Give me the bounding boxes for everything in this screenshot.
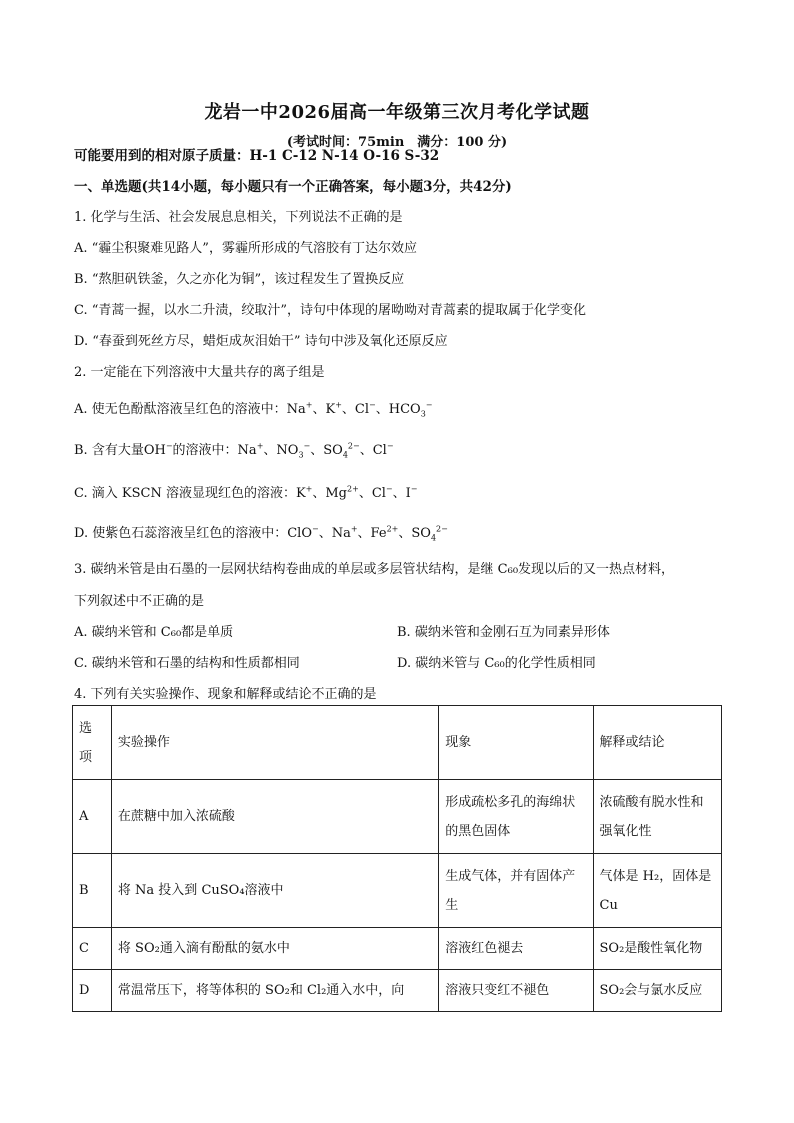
header-option: 选项 [73, 706, 112, 780]
q3-option-b: B. 碳纳米管和金刚石互为同素异形体 [397, 625, 610, 640]
table-row [73, 780, 722, 854]
table-row [73, 970, 722, 1012]
row-b-phenomenon: 生成气体，并有固体产生 [439, 854, 593, 928]
row-a-phenomenon: 形成疏松多孔的海绵状的黑色固体 [439, 780, 593, 854]
q2-option-a: A. 使无色酚酞溶液呈红色的溶液中：Na+、K+、Cl−、$HCO_3^-$ [74, 400, 433, 419]
table-row [73, 854, 722, 928]
atomic-masses: 可能要用到的相对原子质量：H-1 C-12 N-14 O-16 S-32 [74, 148, 440, 164]
row-a-option: A [73, 780, 112, 854]
row-c-phenomenon: 溶液红色褪去 [439, 928, 593, 970]
experiment-table [72, 705, 722, 1012]
row-c-operation: 将 SO₂通入滴有酚酞的氨水中 [111, 928, 438, 970]
header-conclusion: 解释或结论 [593, 706, 721, 780]
q1-option-c: C. “青蒿一握，以水二升渍，绞取汁”，诗句中体现的屠呦呦对青蒿素的提取属于化学变化 [74, 303, 587, 318]
exam-subtitle: (考试时间：75min 满分：100 分) [286, 135, 508, 150]
q2-option-c: C. 滴入 KSCN 溶液显现红色的溶液：K+、$Mg^{2+}$、Cl−、I− [74, 484, 418, 501]
row-b-option: B [73, 854, 112, 928]
q1-option-d: D. “春蚕到死丝方尽，蜡炬成灰泪始干” 诗句中涉及氧化还原反应 [74, 334, 448, 349]
q1-option-b: B. “熬胆矾铁釜，久之亦化为铜”，该过程发生了置换反应 [74, 272, 405, 287]
q3-option-a: A. 碳纳米管和 C₆₀都是单质 [74, 625, 234, 640]
q1-option-a: A. “霾尘积聚难见路人”，雾霾所形成的气溶胶有丁达尔效应 [74, 241, 417, 256]
row-d-conclusion: SO₂会与氯水反应 [593, 970, 721, 1012]
q1-stem: 1. 化学与生活、社会发展息息相关，下列说法不正确的是 [74, 210, 403, 225]
q3-stem-2: 下列叙述中不正确的是 [74, 594, 205, 609]
header-operation: 实验操作 [111, 706, 438, 780]
q2-option-b-mid: 的溶液中： [172, 443, 238, 458]
q2-option-b: B. 含有大量OH−的溶液中：Na+、$NO_3^-$、$SO_4^{2-}$、Cl− [74, 441, 394, 460]
q3-option-d: D. 碳纳米管与 C₆₀的化学性质相同 [397, 656, 596, 671]
exam-title: 龙岩一中2026届高一年级第三次月考化学试题 [204, 102, 590, 123]
q2-option-a-text: A. 使无色酚酞溶液呈红色的溶液中： [74, 402, 287, 417]
q2-stem: 2. 一定能在下列溶液中大量共存的离子组是 [74, 365, 325, 380]
row-a-conclusion: 浓硫酸有脱水性和强氧化性 [593, 780, 721, 854]
row-c-option: C [73, 928, 112, 970]
row-b-operation: 将 Na 投入到 CuSO₄溶液中 [111, 854, 438, 928]
q2-option-d: D. 使紫色石蕊溶液呈红色的溶液中：ClO−、Na+、$Fe^{2+}$、$SO_4^{2-}$ [74, 524, 448, 543]
row-d-phenomenon: 溶液只变红不褪色 [439, 970, 593, 1012]
q2-option-d-text: D. 使紫色石蕊溶液呈红色的溶液中： [74, 526, 288, 541]
row-b-conclusion: 气体是 H₂，固体是 Cu [593, 854, 721, 928]
table-header-row [73, 706, 722, 780]
row-d-option: D [73, 970, 112, 1012]
q2-option-c-text: C. 滴入 KSCN 溶液显现红色的溶液： [74, 486, 296, 501]
q3-stem-1: 3. 碳纳米管是由石墨的一层网状结构卷曲成的单层或多层管状结构，是继 C₆₀发现以后的又一热点材料， [74, 562, 675, 577]
table-row [73, 928, 722, 970]
q3-option-c: C. 碳纳米管和石墨的结构和性质都相同 [74, 656, 300, 671]
section-heading: 一、单选题(共14小题，每小题只有一个正确答案，每小题3分，共42分) [74, 179, 512, 195]
header-phenomenon: 现象 [439, 706, 593, 780]
row-a-operation: 在蔗糖中加入浓硫酸 [111, 780, 438, 854]
q2-option-b-text: B. 含有大量 [74, 443, 144, 458]
row-d-operation: 常温常压下，将等体积的 SO₂和 Cl₂通入水中，向 [111, 970, 438, 1012]
q4-stem: 4. 下列有关实验操作、现象和解释或结论不正确的是 [74, 687, 377, 702]
row-c-conclusion: SO₂是酸性氧化物 [593, 928, 721, 970]
